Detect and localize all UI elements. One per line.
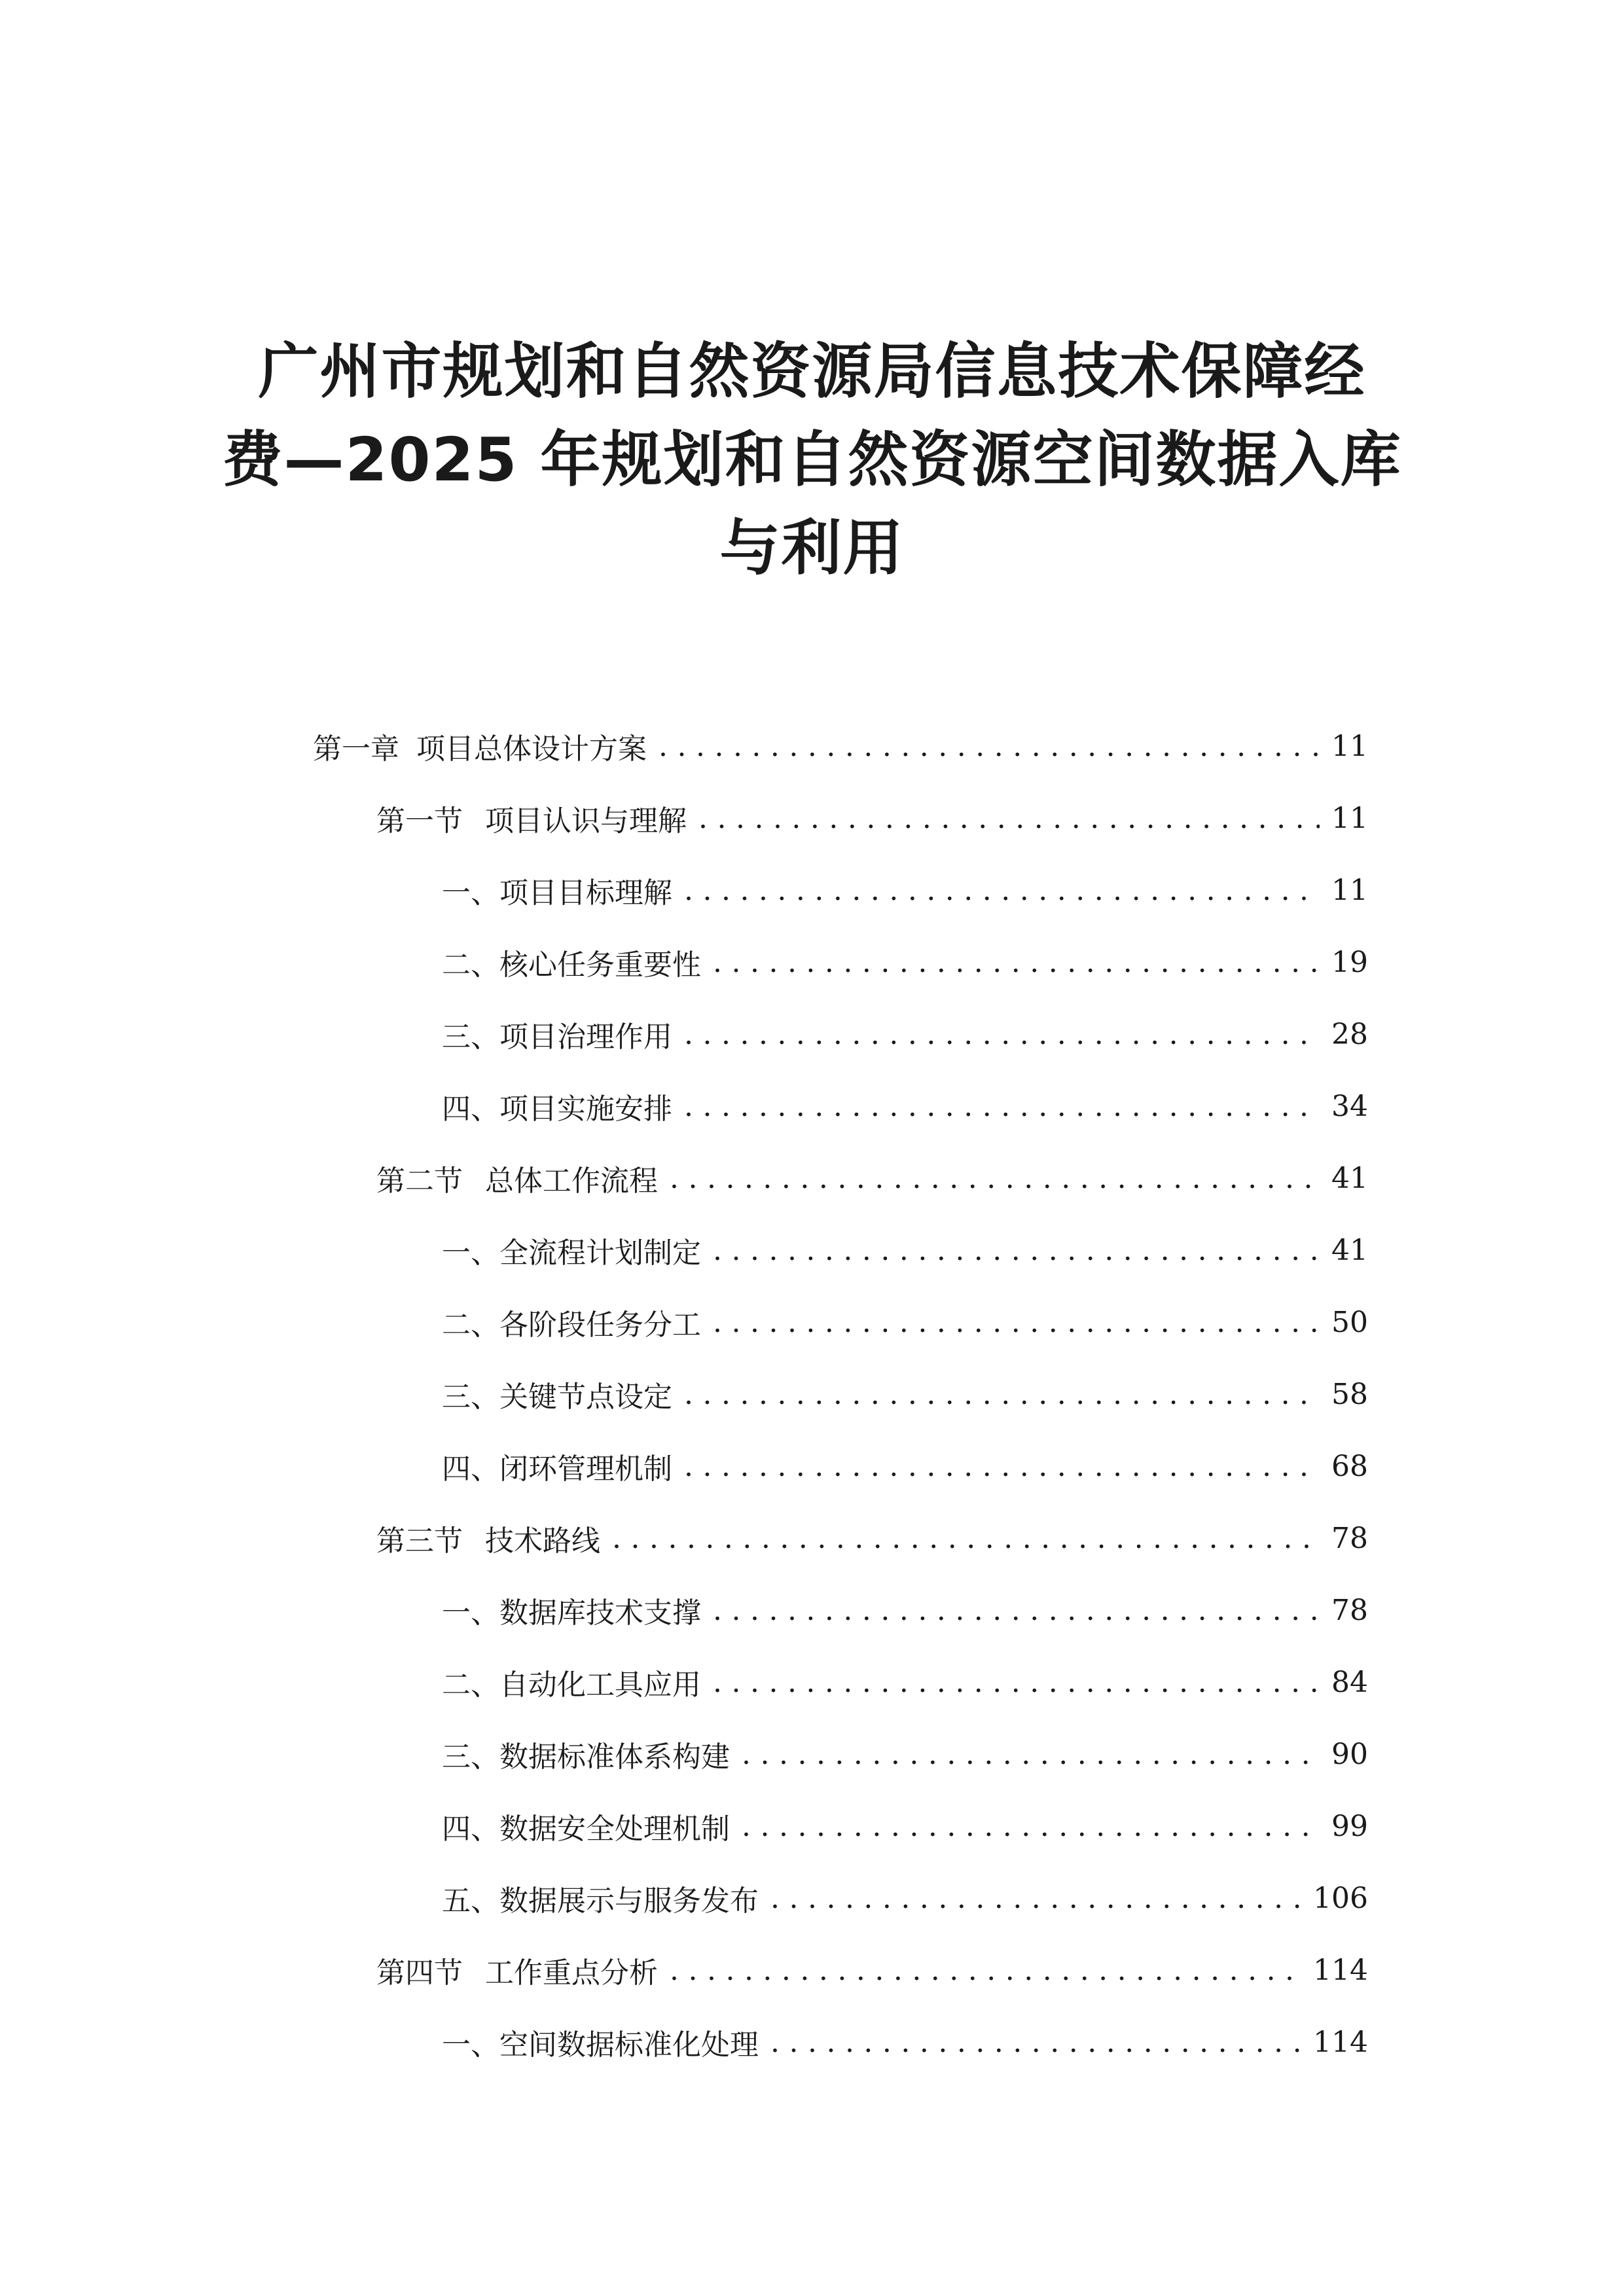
toc-leader-dots [770,2026,1301,2059]
document-title [0,327,1624,592]
toc-entry-page: 28 [1331,1017,1368,1051]
toc-entry-label: 数据安全处理机制 [499,1812,730,1846]
toc-entry-page: 114 [1313,2025,1368,2059]
toc-entry-page: 106 [1313,1881,1368,1915]
toc-entry[interactable] [442,1443,1368,1489]
toc-entry-label: 关键节点设定 [499,1380,672,1414]
toc-entry-page: 41 [1331,1161,1368,1195]
toc-entry-page: 11 [1331,729,1368,763]
toc-entry-number: 第一章 [313,732,399,766]
title-line-3: 与利用 [719,513,905,583]
toc-entry-number: 二、 [442,948,499,982]
toc-entry-number: 第三节 [376,1524,463,1558]
toc-leader-dots [698,802,1320,835]
toc-leader-dots [713,1234,1320,1267]
toc-leader-dots [684,1018,1320,1051]
toc-entry-number: 四、 [442,1812,499,1846]
toc-entry[interactable] [376,795,1368,841]
toc-entry-label: 项目认识与理解 [485,804,687,838]
toc-leader-dots [659,730,1320,763]
toc-entry-number: 一、 [442,2028,499,2062]
toc-entry-page: 19 [1331,945,1368,979]
toc-entry[interactable] [376,1947,1368,1993]
toc-entry-number: 第四节 [376,1956,463,1990]
toc-entry[interactable] [442,1083,1368,1129]
toc-entry[interactable] [442,1011,1368,1057]
toc-entry[interactable] [442,1731,1368,1777]
toc-entry-label: 核心任务重要性 [499,948,701,982]
toc-entry-label: 自动化工具应用 [499,1668,701,1702]
toc-entry-number: 四、 [442,1452,499,1486]
title-line-2: 费—2025 年规划和自然资源空间数据入库 [222,425,1402,495]
toc-entry-label: 数据展示与服务发布 [499,1884,759,1918]
toc-entry-label: 项目治理作用 [499,1020,672,1054]
toc-entry-label: 各阶段任务分工 [499,1308,701,1342]
toc-entry-label: 技术路线 [485,1524,600,1558]
toc-entry-label: 空间数据标准化处理 [499,2028,759,2062]
toc-entry-label: 数据标准体系构建 [499,1740,730,1774]
toc-entry-page: 11 [1331,801,1368,835]
toc-entry-page: 34 [1331,1089,1368,1123]
toc-entry-label: 总体工作流程 [485,1164,658,1198]
toc-entry[interactable] [442,1803,1368,1849]
toc-entry-number: 二、 [442,1668,499,1702]
toc-entry-page: 68 [1331,1449,1368,1483]
toc-entry-label: 数据库技术支撑 [499,1596,701,1630]
toc-entry[interactable] [376,1515,1368,1561]
toc-entry-number: 一、 [442,1596,499,1630]
toc-leader-dots [684,1090,1320,1123]
toc-entry-number: 一、 [442,1236,499,1270]
toc-entry-page: 50 [1331,1305,1368,1339]
toc-entry-page: 78 [1331,1593,1368,1627]
toc-entry[interactable] [442,2019,1368,2065]
toc-leader-dots [684,1378,1320,1411]
toc-entry[interactable] [442,1875,1368,1921]
toc-entry-number: 第一节 [376,804,463,838]
toc-entry[interactable] [442,1227,1368,1273]
toc-entry-page: 58 [1331,1377,1368,1411]
toc-leader-dots [684,1450,1320,1483]
toc-leader-dots [612,1522,1320,1555]
toc-entry[interactable] [442,1371,1368,1417]
toc-leader-dots [742,1810,1320,1843]
toc-entry-label: 闭环管理机制 [499,1452,672,1486]
toc-entry-page: 41 [1331,1233,1368,1267]
toc-entry-page: 11 [1331,873,1368,907]
toc-entry-page: 114 [1313,1953,1368,1987]
toc-entry-label: 项目总体设计方案 [416,732,647,766]
toc-entry-number: 五、 [442,1884,499,1918]
toc-entry-page: 99 [1331,1809,1368,1843]
toc-entry-page: 90 [1331,1737,1368,1771]
toc-entry-number: 二、 [442,1308,499,1342]
toc-leader-dots [670,1162,1320,1195]
toc-leader-dots [713,1594,1320,1627]
toc-leader-dots [713,1666,1320,1699]
toc-leader-dots [770,1882,1301,1915]
toc-leader-dots [670,1954,1301,1987]
toc-entry[interactable] [442,1659,1368,1705]
toc-entry[interactable] [442,1299,1368,1345]
toc-entry-number: 第二节 [376,1164,463,1198]
toc-entry[interactable] [442,939,1368,985]
title-line-1: 广州市规划和自然资源局信息技术保障经 [258,336,1366,406]
toc-leader-dots [742,1738,1320,1771]
toc-entry[interactable] [442,1587,1368,1633]
toc-leader-dots [713,1306,1320,1339]
toc-entry-number: 四、 [442,1092,499,1126]
toc-leader-dots [684,874,1320,907]
toc-entry-label: 项目实施安排 [499,1092,672,1126]
toc-entry-number: 一、 [442,876,499,910]
toc-leader-dots [713,946,1320,979]
toc-entry-page: 84 [1331,1665,1368,1699]
toc-entry-number: 三、 [442,1740,499,1774]
toc-entry-page: 78 [1331,1521,1368,1555]
toc-entry-label: 工作重点分析 [485,1956,658,1990]
toc-entry[interactable] [442,867,1368,913]
toc-entry-label: 全流程计划制定 [499,1236,701,1270]
toc-entry[interactable] [313,723,1368,769]
toc-entry-number: 三、 [442,1020,499,1054]
toc-entry-label: 项目目标理解 [499,876,672,910]
toc-entry-number: 三、 [442,1380,499,1414]
toc-entry[interactable] [376,1155,1368,1201]
